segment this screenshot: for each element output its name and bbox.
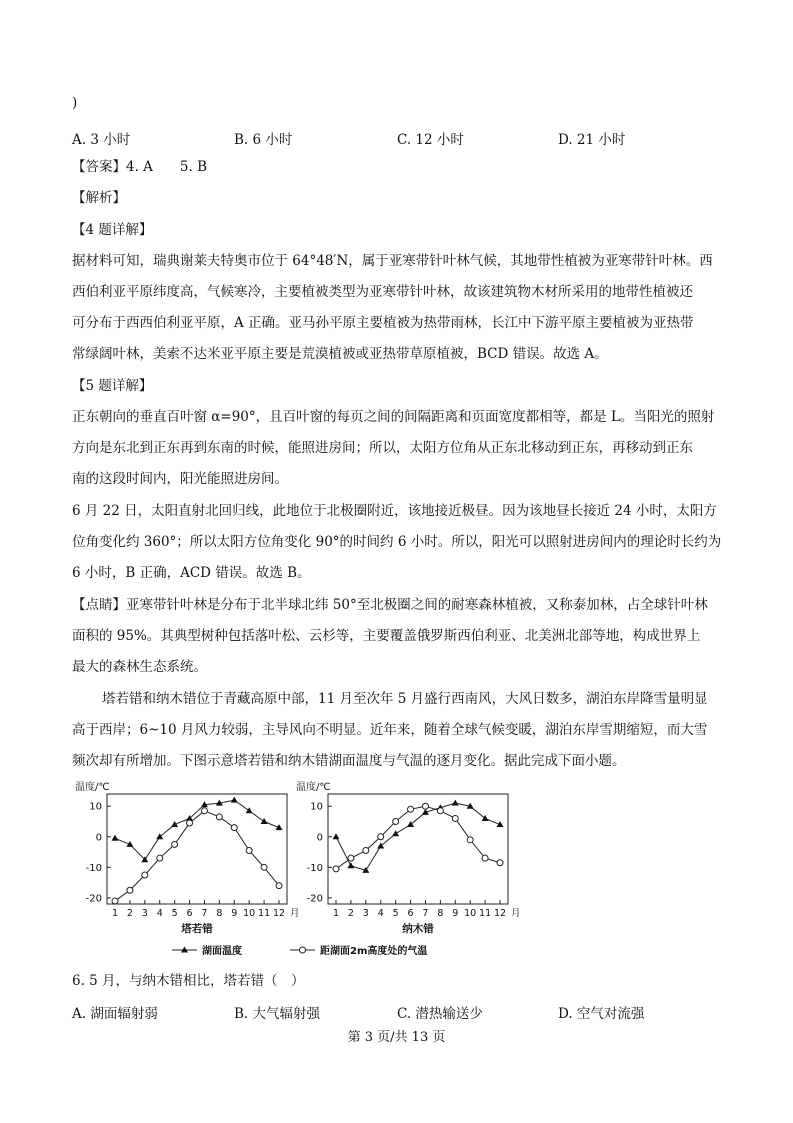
data-point-circle (482, 855, 488, 861)
y-tick-label: 0 (316, 832, 323, 844)
data-point-circle (378, 834, 384, 840)
data-point-triangle (112, 835, 119, 841)
data-point-circle (157, 855, 163, 861)
data-point-circle (422, 803, 428, 809)
x-tick-label: 8 (216, 908, 223, 919)
x-tick-label: 8 (437, 908, 444, 919)
data-point-circle (467, 837, 473, 843)
answer-line: 【答案】4. A 5. B (72, 159, 208, 175)
x-tick-label: 12 (493, 908, 507, 919)
x-tick-label: 3 (362, 908, 369, 919)
q6-stem: 6. 5 月，与纳木错相比，塔若错（ ） (72, 973, 305, 989)
data-point-triangle (246, 807, 253, 813)
x-tick-label: 7 (201, 908, 208, 919)
y-tick-label: 0 (95, 832, 102, 844)
taruo-chart (75, 780, 300, 935)
x-tick-label: 5 (171, 908, 178, 919)
data-point-circle (393, 819, 399, 825)
tip-line: 面积的 95%。其典型树种包括落叶松、云杉等，主要覆盖俄罗斯西伯利亚、北美洲北部等地，构成世界上 (72, 628, 701, 644)
y-tick-label: -10 (85, 862, 102, 874)
q5-option-c: C. 12 小时 (397, 132, 464, 148)
tip-line: 最大的森林生态系统。 (72, 659, 207, 675)
data-point-circle (363, 848, 369, 854)
x-tick-label: 9 (452, 908, 459, 919)
y-tick-label: -20 (306, 893, 323, 905)
data-point-circle (261, 864, 267, 870)
x-tick-label: 11 (258, 908, 271, 919)
tip-line: 【点睛】亚寒带针叶林是分布于北半球北纬 50°至北极圈之间的耐寒森林植被，又称泰加林，占全球针叶林 (72, 597, 708, 613)
q6-option-d: D. 空气对流强 (558, 1006, 645, 1022)
data-point-circle (276, 883, 282, 889)
x-tick-label: 9 (231, 908, 238, 919)
data-point-circle (497, 860, 503, 866)
data-point-circle (408, 806, 414, 812)
chart-title: 塔若错 (181, 923, 213, 935)
data-point-circle (348, 855, 354, 861)
passage-line: 频次却有所增加。下图示意塔若错和纳木错湖面温度与气温的逐月变化。据此完成下面小题。 (72, 753, 626, 769)
temperature-charts (72, 780, 532, 960)
x-tick-label: 11 (479, 908, 492, 919)
namco-chart (296, 780, 521, 935)
data-point-circle (112, 898, 118, 904)
data-point-circle (246, 848, 252, 854)
passage-line: 高于西岸；6~10 月风力较弱，主导风向不明显。近年来，随着全球气候变暖，湖泊东岸雪期缩短，而大雪 (72, 722, 708, 738)
data-point-circle (452, 815, 458, 821)
data-point-triangle (347, 862, 354, 868)
chart-legend (172, 944, 427, 957)
x-tick-label: 4 (377, 908, 384, 919)
x-tick-label: 3 (141, 908, 148, 919)
data-point-circle (201, 808, 207, 814)
q5-option-a: A. 3 小时 (72, 132, 131, 148)
plot-frame (328, 794, 508, 904)
q5-header: 【5 题详解】 (72, 378, 153, 394)
question-tail-paren: ) (72, 95, 78, 111)
y-tick-label: -10 (306, 862, 323, 874)
x-tick-label: 2 (347, 908, 354, 919)
chart-title: 纳木错 (402, 923, 434, 935)
data-point-triangle (261, 818, 268, 824)
data-point-triangle (392, 830, 399, 836)
data-point-circle (142, 872, 148, 878)
data-point-triangle (231, 797, 238, 803)
data-point-circle (187, 820, 193, 826)
x-tick-label: 1 (332, 908, 340, 919)
y-tick-label: 10 (89, 801, 102, 813)
legend-label-air: 距湖面2m高度处的气温 (320, 946, 428, 957)
legend-label-lake: 湖面温度 (202, 946, 242, 957)
q5-option-b: B. 6 小时 (234, 132, 293, 148)
q4-explanation-line: 常绿阔叶林，美索不达米亚平原主要是荒漠植被或亚热带草原植被，BCD 错误。故选 A。 (72, 346, 608, 362)
q4-explanation-line: 西伯利亚平原纬度高，气候寒冷，主要植被类型为亚寒带针叶林，故该建筑物木材所采用的地带性植被还 (72, 284, 693, 300)
data-point-circle (231, 825, 237, 831)
analysis-label: 【解析】 (72, 190, 126, 206)
x-tick-label: 6 (186, 908, 193, 919)
x-axis-label: 月 (511, 908, 521, 919)
q5-explanation-line: 方向是东北到正东再到东南的时候，能照进房间；所以，太阳方位角从正东北移动到正东，再移动到正东 (72, 440, 693, 456)
data-point-circle (437, 808, 443, 814)
page-footer: 第 3 页/共 13 页 (347, 1030, 446, 1045)
q6-option-b: B. 大气辐射强 (234, 1006, 321, 1022)
x-tick-label: 6 (407, 908, 414, 919)
y-tick-label: -20 (85, 893, 102, 905)
y-axis-label: 温度/℃ (296, 782, 331, 793)
x-axis-label: 月 (290, 908, 300, 919)
x-tick-label: 7 (422, 908, 429, 919)
series-line (336, 803, 500, 870)
q5-explanation-line: 正东朝向的垂直百叶窗 α=90°，且百叶窗的每页之间的间隔距离和页面宽度都相等，都是 L。当阳光的照射 (72, 409, 715, 425)
q4-explanation-line: 据材料可知，瑞典谢莱夫特奥市位于 64°48′N，属于亚寒带针叶林气候，其地带性植被为亚寒带针叶林。西 (72, 253, 713, 269)
q5-option-d: D. 21 小时 (558, 132, 626, 148)
x-tick-label: 12 (272, 908, 286, 919)
legend-marker-circle (300, 947, 306, 953)
q4-header: 【4 题详解】 (72, 222, 153, 238)
data-point-triangle (452, 800, 459, 806)
q5-explanation-line: 位角变化约 360°；所以太阳方位角变化 90°的时间约 6 小时。所以，阳光可以照射进房间内的理论时长约为 (72, 534, 722, 550)
q4-explanation-line: 可分布于西西伯利亚平原，A 正确。亚马孙平原主要植被为热带雨林，长江中下游平原主要植被为亚热带 (72, 315, 694, 331)
series-line (115, 811, 279, 901)
data-point-circle (333, 866, 339, 872)
x-tick-label: 10 (464, 908, 477, 919)
x-tick-label: 4 (156, 908, 163, 919)
data-point-triangle (333, 833, 340, 839)
series-line (115, 800, 279, 860)
q5-explanation-line: 6 月 22 日，太阳直射北回归线，此地位于北极圈附近，该地接近极昼。因为该地昼长接近 24 小时，太阳方 (72, 503, 717, 519)
x-tick-label: 5 (392, 908, 399, 919)
x-tick-label: 1 (111, 908, 119, 919)
passage-line: 塔若错和纳木错位于青藏高原中部，11 月至次年 5 月盛行西南风，大风日数多，湖泊东岸降雪量明显 (102, 691, 708, 707)
q6-option-c: C. 潜热输送少 (397, 1006, 483, 1022)
data-point-circle (216, 814, 222, 820)
data-point-circle (172, 841, 178, 847)
y-axis-label: 温度/℃ (75, 782, 110, 793)
y-tick-label: 10 (310, 801, 323, 813)
x-tick-label: 2 (126, 908, 133, 919)
x-tick-label: 10 (243, 908, 256, 919)
q6-option-a: A. 湖面辐射弱 (72, 1006, 158, 1022)
series-line (336, 806, 500, 869)
q5-explanation-line: 6 小时，B 正确，ACD 错误。故选 B。 (72, 565, 311, 581)
data-point-circle (127, 887, 133, 893)
q5-explanation-line: 南的这段时间内，阳光能照进房间。 (72, 471, 288, 487)
